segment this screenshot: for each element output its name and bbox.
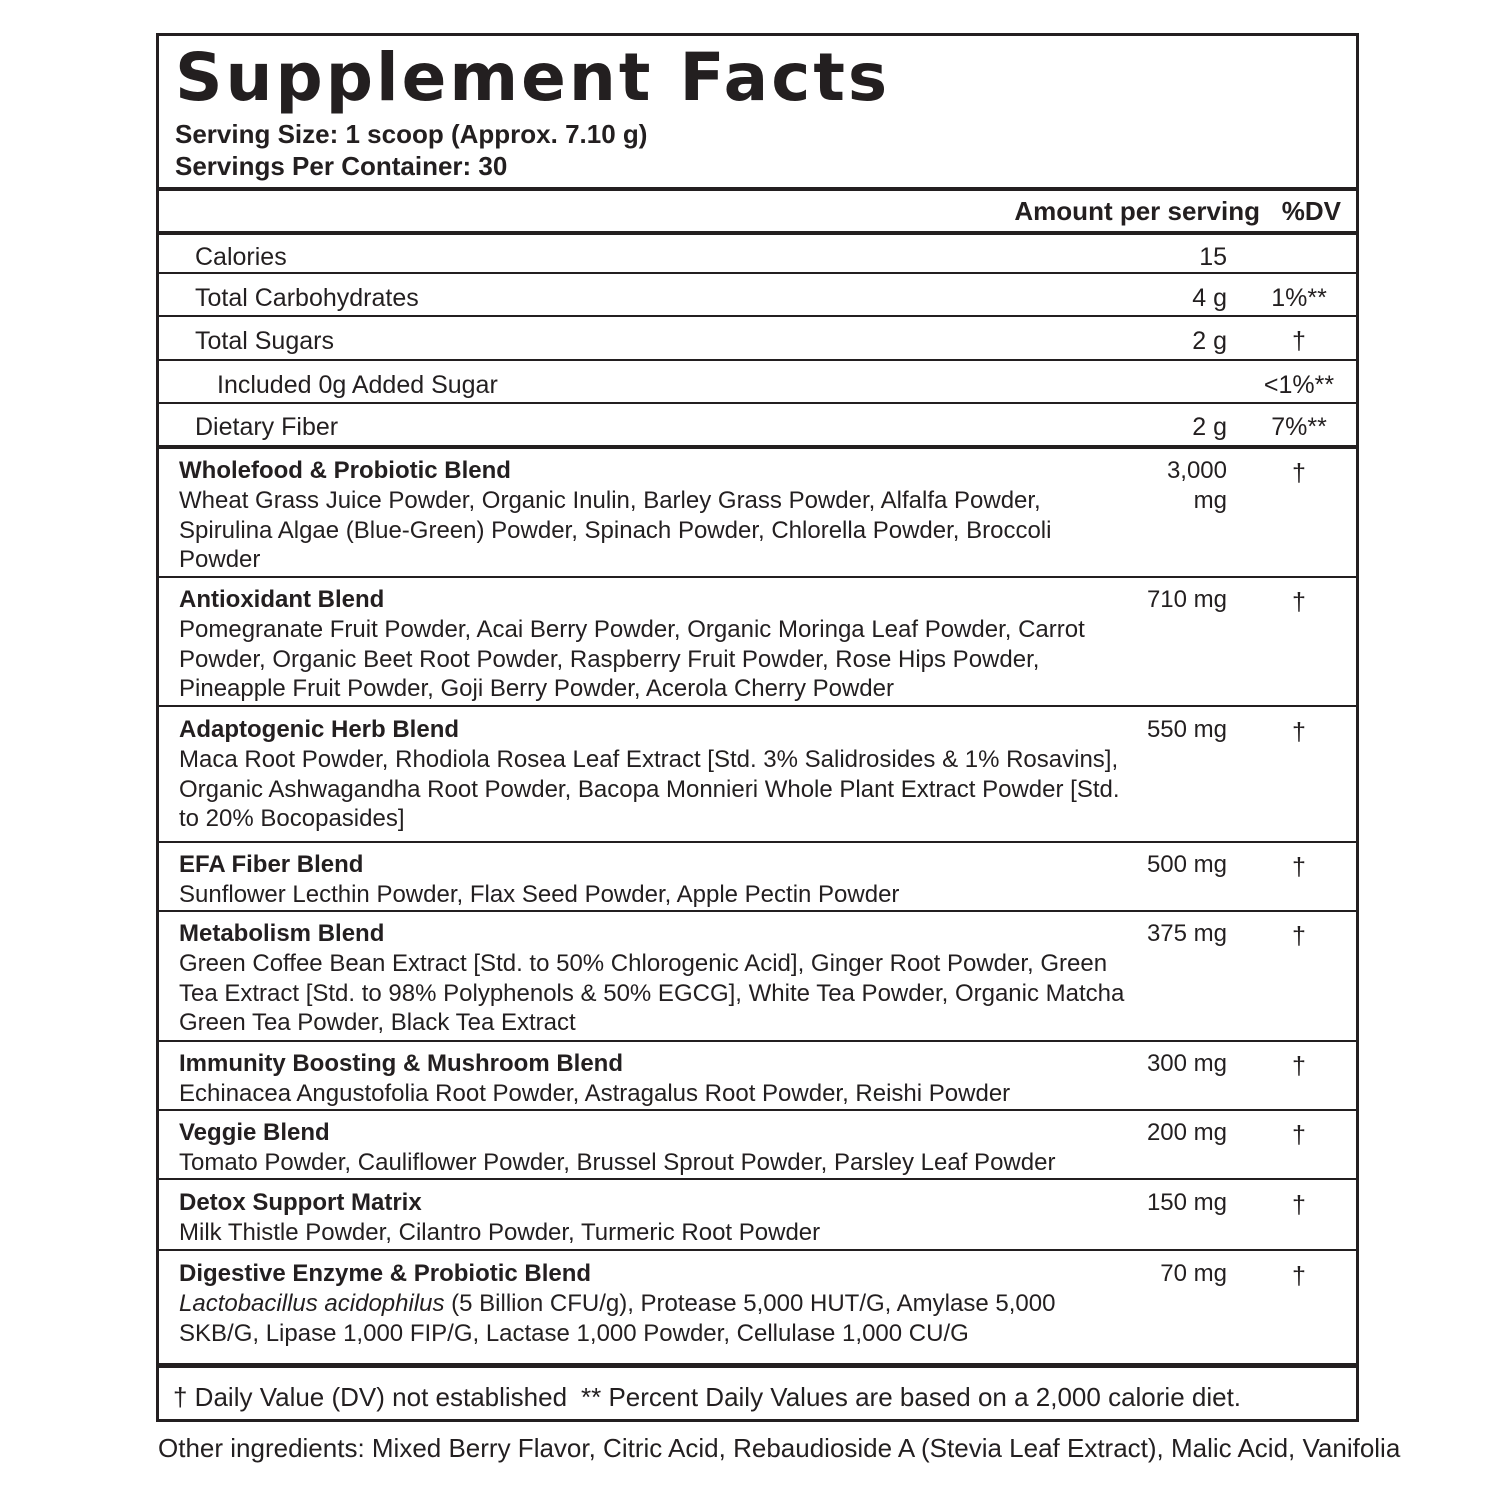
footnote-dagger: † Daily Value (DV) not established [173, 1382, 568, 1412]
blend-amount: 3,000 mg [1166, 457, 1227, 514]
nutrient-dv: <1%** [1263, 371, 1335, 399]
blend-row-antioxidant [159, 579, 1356, 705]
blend-dv: † [1292, 922, 1306, 950]
nutrient-amount: 4 g [1192, 284, 1227, 312]
blend-dv: † [1292, 1121, 1306, 1149]
divider [159, 1178, 1356, 1180]
divider-thick [159, 187, 1356, 191]
blend-name: Immunity Boosting & Mushroom Blend [179, 1050, 623, 1077]
divider [159, 705, 1356, 707]
blend-amount: 300 mg [1146, 1050, 1227, 1077]
blend-ingredients [179, 1289, 1129, 1348]
divider-thick [159, 231, 1356, 235]
blend-amount: 70 mg [1160, 1260, 1227, 1287]
amount-per-serving-header: Amount per serving [1014, 196, 1260, 226]
blend-ingredients: Echinacea Angustofolia Root Powder, Astragalus Root Powder, Reishi Powder [179, 1080, 1011, 1107]
panel-title: Supplement Facts [175, 39, 891, 116]
blend-ingredients: Maca Root Powder, Rhodiola Rosea Leaf Extract [Std. 3% Salidrosides & 1% Rosavins], Organic Ashwagandha Root Powder, Bacopa Monnieri Whole Plant Extract Powder [Std. to 20% Bocopasides] [179, 746, 1120, 832]
blend-amount: 150 mg [1146, 1189, 1227, 1216]
blend-ingredients: Pomegranate Fruit Powder, Acai Berry Powder, Organic Moringa Leaf Powder, Carrot Powder, Organic Beet Root Powder, Raspberry Fruit Powder, Rose Hips Powder, Pineapple Fruit Powder, Goji Berry Powder, Acerola Cherry Powder [179, 616, 1085, 702]
blend-row-immunity-mushroom [159, 1043, 1356, 1109]
other-ingredients: Other ingredients: Mixed Berry Flavor, Citric Acid, Rebaudioside A (Stevia Leaf Extract), Malic Acid, Vanifolia [158, 1433, 1401, 1463]
blend-dv: † [1292, 1052, 1306, 1080]
divider-thick [159, 445, 1356, 449]
blend-amount: 550 mg [1146, 716, 1227, 743]
blend-ingredients: Green Coffee Bean Extract [Std. to 50% Chlorogenic Acid], Ginger Root Powder, Green Tea Extract [Std. to 98% Polyphenols & 50% EGCG], White Tea Powder, Organic Matcha Green Tea Powder, Black Tea Extract [179, 950, 1125, 1036]
blend-name: EFA Fiber Blend [179, 851, 364, 878]
nutrient-label: Included 0g Added Sugar [217, 371, 498, 399]
blend-ingredients: Tomato Powder, Cauliflower Powder, Brussel Sprout Powder, Parsley Leaf Powder [179, 1149, 1056, 1176]
nutrient-label: Dietary Fiber [195, 413, 339, 441]
probiotic-strain-name: Lactobacillus acidophilus [179, 1290, 445, 1317]
blend-ingredients: Sunflower Lecthin Powder, Flax Seed Powder, Apple Pectin Powder [179, 881, 900, 908]
nutrient-row-added-sugar [159, 364, 1356, 406]
divider [159, 1109, 1356, 1111]
nutrient-row-dietary-fiber [159, 406, 1356, 448]
blend-dv: † [1292, 588, 1306, 616]
blend-row-efa-fiber [159, 844, 1356, 910]
divider [159, 359, 1356, 361]
blend-ingredients: Wheat Grass Juice Powder, Organic Inulin, Barley Grass Powder, Alfalfa Powder, Spirulina Algae (Blue-Green) Powder, Spinach Powder, Chlorella Powder, Broccoli Powder [179, 487, 1052, 573]
supplement-facts-panel [156, 33, 1359, 1422]
blend-ingredients-rest: (5 Billion CFU/g), Protease 5,000 HUT/G, Amylase 5,000 SKB/G, Lipase 1,000 FIP/G, Lactase 1,000 Powder, Cellulase 1,000 CU/G [179, 1290, 1056, 1347]
blend-dv: † [1292, 459, 1306, 487]
dv-header: %DV [1281, 196, 1341, 226]
divider [159, 315, 1356, 317]
footnote-percent-dv: ** Percent Daily Values are based on a 2,000 calorie diet. [581, 1382, 1242, 1412]
divider [159, 1040, 1356, 1042]
divider-thick [159, 1363, 1356, 1368]
blend-amount: 200 mg [1146, 1119, 1227, 1146]
divider [159, 272, 1356, 274]
nutrient-amount: 2 g [1192, 413, 1227, 441]
blend-row-veggie [159, 1112, 1356, 1178]
blend-name: Wholefood & Probiotic Blend [179, 457, 511, 484]
nutrient-dv: † [1292, 327, 1306, 355]
blend-row-wholefood-probiotic [159, 450, 1356, 576]
blend-amount: 710 mg [1146, 586, 1227, 613]
blend-name: Digestive Enzyme & Probiotic Blend [179, 1260, 592, 1287]
nutrient-dv: 1%** [1271, 284, 1327, 312]
blend-row-digestive-enzyme [159, 1253, 1356, 1361]
divider [159, 841, 1356, 843]
blend-row-metabolism [159, 913, 1356, 1040]
nutrient-label: Total Sugars [195, 327, 334, 355]
servings-per-container: Servings Per Container: 30 [175, 151, 508, 181]
nutrient-row-total-carbohydrates [159, 277, 1356, 319]
blend-ingredients: Milk Thistle Powder, Cilantro Powder, Turmeric Root Powder [179, 1219, 821, 1246]
blend-name: Detox Support Matrix [179, 1189, 422, 1216]
nutrient-row-total-sugars [159, 320, 1356, 362]
divider [159, 1249, 1356, 1251]
blend-name: Adaptogenic Herb Blend [179, 716, 460, 743]
blend-dv: † [1292, 1191, 1306, 1219]
nutrient-label: Total Carbohydrates [195, 284, 419, 312]
divider [159, 402, 1356, 404]
blend-dv: † [1292, 853, 1306, 881]
serving-size: Serving Size: 1 scoop (Approx. 7.10 g) [175, 119, 648, 149]
blend-dv: † [1292, 1262, 1306, 1290]
nutrient-amount: 15 [1199, 243, 1227, 271]
blend-name: Antioxidant Blend [179, 586, 385, 613]
divider [159, 576, 1356, 578]
blend-name: Veggie Blend [179, 1119, 330, 1146]
nutrient-dv: 7%** [1271, 413, 1327, 441]
blend-name: Metabolism Blend [179, 920, 385, 947]
blend-amount: 500 mg [1146, 851, 1227, 878]
blend-row-adaptogenic-herb [159, 709, 1356, 840]
blend-amount: 375 mg [1146, 920, 1227, 947]
nutrient-label: Calories [195, 243, 287, 271]
blend-dv: † [1292, 718, 1306, 746]
divider [159, 910, 1356, 912]
nutrient-amount: 2 g [1192, 327, 1227, 355]
blend-row-detox-support [159, 1182, 1356, 1248]
